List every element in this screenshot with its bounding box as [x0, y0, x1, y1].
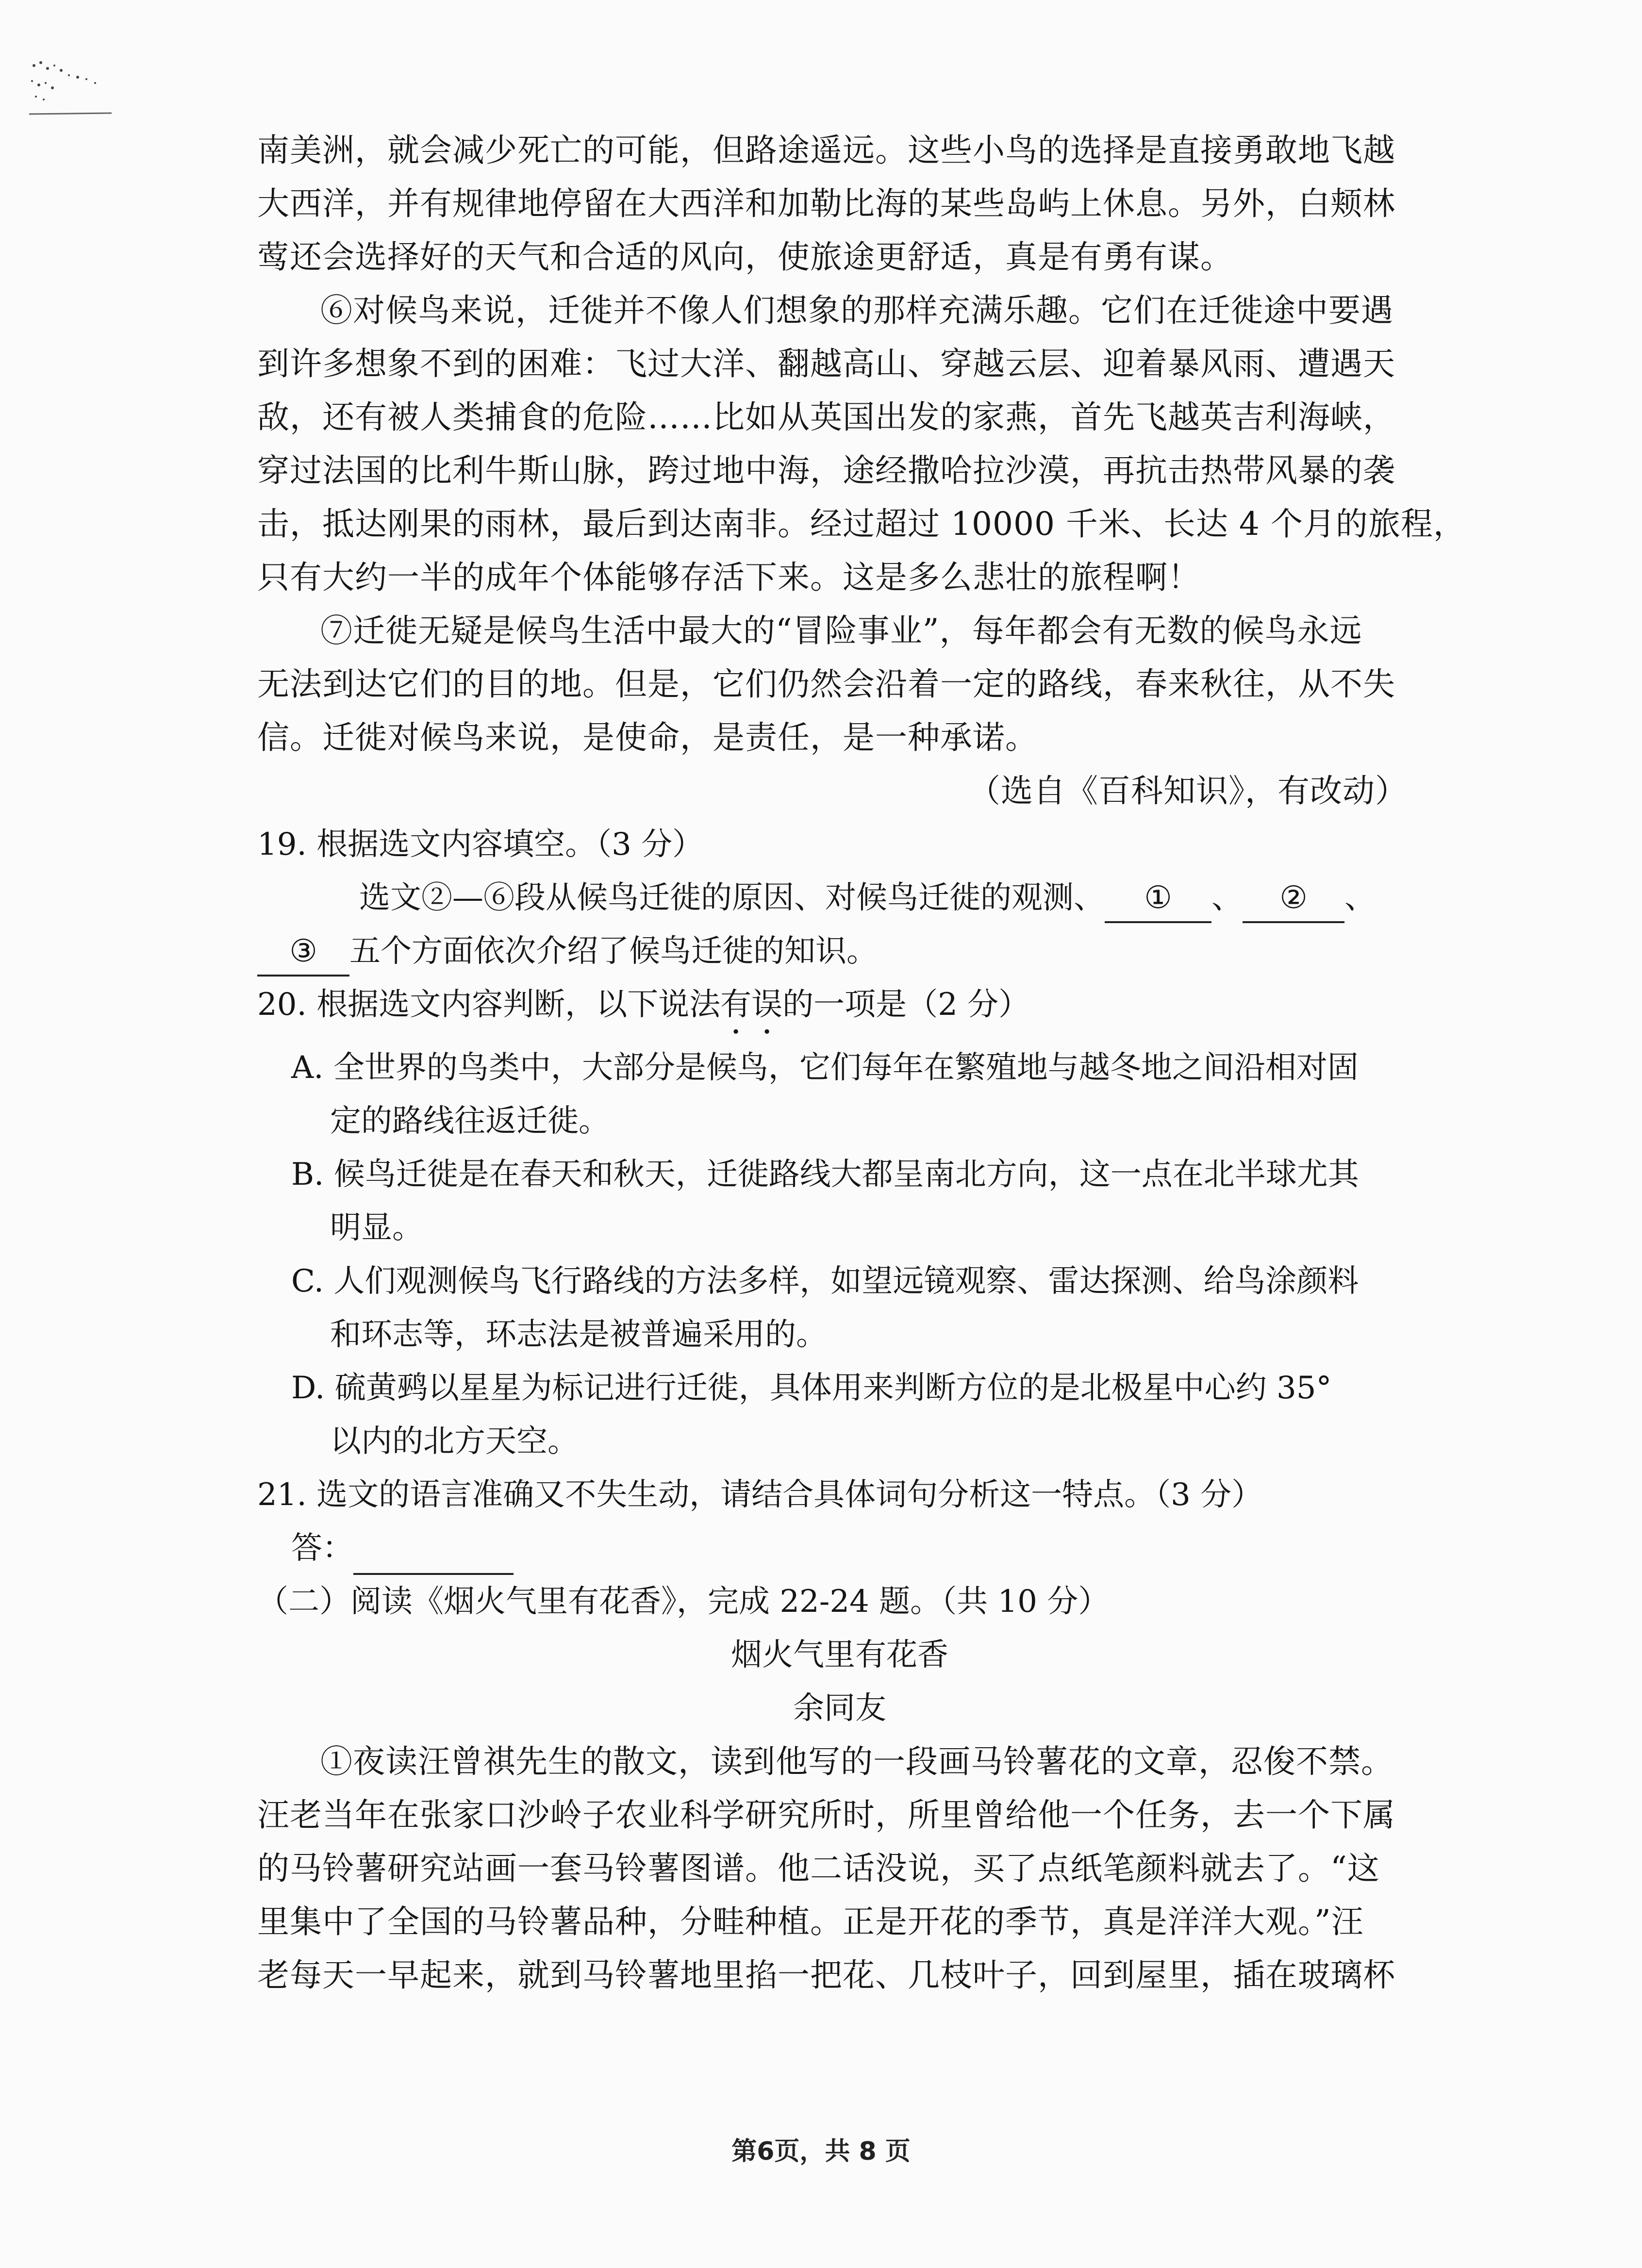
text-line: 信。迁徙对候鸟来说，是使命，是责任，是一种承诺。	[257, 719, 1038, 756]
article-title: 烟火气里有花香	[731, 1637, 948, 1673]
option-b-cont: 明显。	[330, 1210, 423, 1246]
question-19-fill	[257, 871, 1422, 925]
blank-3[interactable]: ③	[257, 928, 349, 977]
fill-prefix: 选文②—⑥段从候鸟迁徙的原因、对候鸟迁徙的观测、	[359, 880, 1105, 916]
text-line: 大西洋，并有规律地停留在大西洋和加勒比海的某些岛屿上休息。另外，白颊林	[257, 185, 1395, 222]
option-a[interactable]: A. 全世界的鸟类中，大部分是候鸟，它们每年在繁殖地与越冬地之间沿相对固	[291, 1050, 1359, 1086]
question-21-stem: 21. 选文的语言准确又不失生动，请结合具体词句分析这一特点。（3 分）	[257, 1477, 1263, 1513]
article-author: 余同友	[793, 1690, 886, 1726]
text-line: 穿过法国的比利牛斯山脉，跨过地中海，途经撒哈拉沙漠，再抗击热带风暴的袭	[257, 452, 1395, 489]
text-line: 南美洲，就会减少死亡的可能，但路途遥远。这些小鸟的选择是直接勇敢地飞越	[257, 132, 1395, 169]
question-20-stem	[257, 978, 1422, 1041]
text-line: 的马铃薯研究站画一套马铃薯图谱。他二话没说，买了点纸笔颜料就去了。“这	[257, 1850, 1380, 1887]
source-citation: （选自《百科知识》，有改动）	[968, 772, 1408, 810]
blank-2[interactable]: ②	[1243, 875, 1344, 923]
paragraph-7-line: ⑦迁徙无疑是候鸟生活中最大的“冒险事业”，每年都会有无数的候鸟永远	[320, 612, 1362, 649]
section-2-heading: （二）阅读《烟火气里有花香》，完成 22-24 题。（共 10 分）	[257, 1584, 1110, 1620]
exam-content	[257, 124, 1466, 2002]
article-paragraph-1-line: ①夜读汪曾祺先生的散文，读到他写的一段画马铃薯花的文章，忍俊不禁。	[320, 1743, 1393, 1780]
text-line: 莺还会选择好的天气和合适的风向，使旅途更舒适，真是有勇有谋。	[257, 238, 1233, 276]
text-line: 汪老当年在张家口沙岭子农业科学研究所时，所里曾给他一个任务，去一个下属	[257, 1796, 1395, 1834]
answer-blank[interactable]	[353, 1526, 514, 1575]
separator: 、	[1211, 880, 1243, 916]
page-footer: 第6页，共 8 页	[731, 2137, 911, 2166]
text-line: 到许多想象不到的困难：飞过大洋、翻越高山、穿越云层、迎着暴风雨、遭遇天	[257, 345, 1395, 382]
blank-1[interactable]: ①	[1105, 875, 1211, 923]
stem-part: 的一项是（2 分）	[782, 987, 1030, 1023]
text-line: 只有大约一半的成年个体能够存活下来。这是多么悲壮的旅程啊！	[257, 559, 1200, 596]
fill-suffix: 五个方面依次介绍了候鸟迁徙的知识。	[349, 933, 878, 969]
answer-label: 答：	[291, 1530, 353, 1566]
text-line: 里集中了全国的马铃薯品种，分畦种植。正是开花的季节，真是洋洋大观。”汪	[257, 1903, 1364, 1940]
option-b[interactable]: B. 候鸟迁徙是在春天和秋天，迁徙路线大都呈南北方向，这一点在北半球尤其	[291, 1157, 1359, 1192]
text-line: 敌，还有被人类捕食的危险……比如从英国出发的家燕，首先飞越英吉利海峡，	[257, 398, 1395, 436]
option-a-cont: 定的路线往返迁徙。	[330, 1103, 610, 1139]
stem-part: 20. 根据选文内容判断，以下说法	[257, 987, 721, 1023]
paragraph-6-line: ⑥对候鸟来说，迁徙并不像人们想象的那样充满乐趣。它们在迁徙途中要遇	[320, 292, 1393, 329]
separator: 、	[1344, 880, 1376, 916]
question-19-stem: 19. 根据选文内容填空。（3 分）	[257, 827, 704, 862]
text-line: 无法到达它们的目的地。但是，它们仍然会沿着一定的路线，春来秋往，从不失	[257, 665, 1395, 703]
text-line: 老每天一早起来，就到马铃薯地里掐一把花、几枝叶子，回到屋里，插在玻璃杯	[257, 1956, 1395, 1994]
option-d-cont: 以内的北方天空。	[330, 1424, 579, 1459]
question-19-fill-cont	[257, 925, 1422, 978]
scan-artifact-icon	[24, 56, 116, 129]
text-line: 击，抵达刚果的雨林，最后到达南非。经过超过 10000 千米、长达 4 个月的旅程，	[257, 505, 1466, 543]
option-c-cont: 和环志等，环志法是被普遍采用的。	[330, 1317, 827, 1353]
answer-row	[257, 1522, 1422, 1575]
option-d[interactable]: D. 硫黄鹀以星星为标记进行迁徙，具体用来判断方位的是北极星中心约 35°	[291, 1370, 1332, 1406]
option-c[interactable]: C. 人们观测候鸟飞行路线的方法多样，如望远镜观察、雷达探测、给鸟涂颜料	[291, 1263, 1359, 1299]
emphasis-text: 有误	[720, 987, 783, 1023]
